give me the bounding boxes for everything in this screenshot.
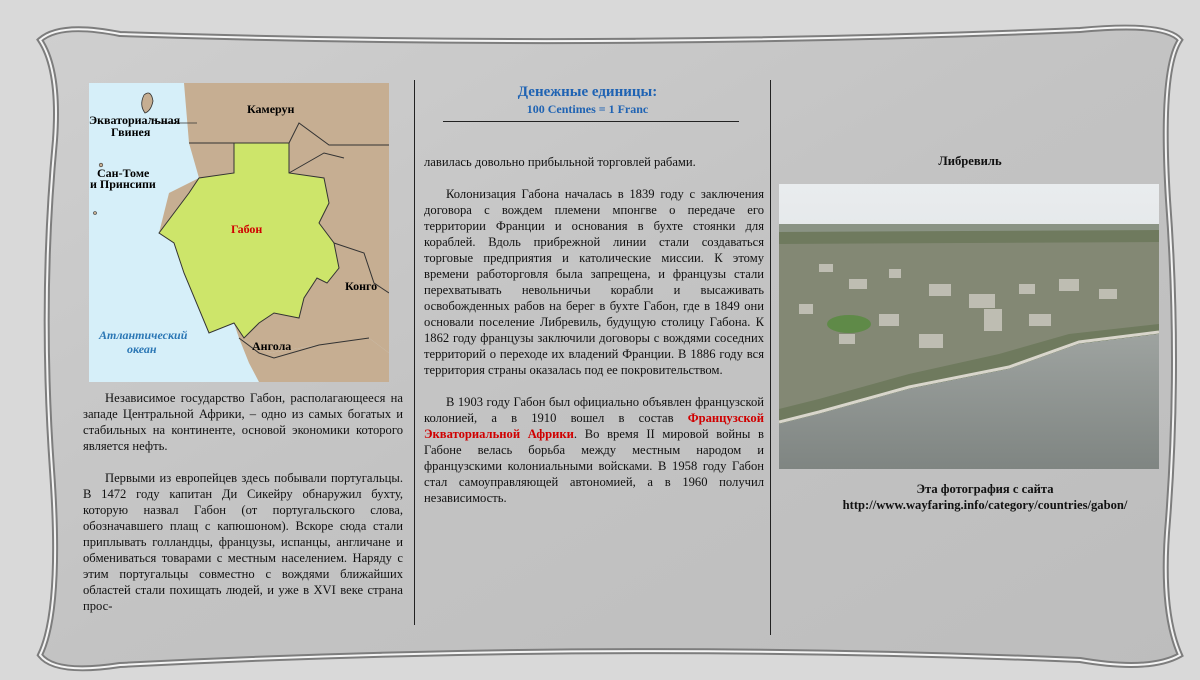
- map-label-congo: Конго: [345, 279, 378, 293]
- photo-source-link[interactable]: http://www.wayfaring.info/category/countries/gabon/: [842, 498, 1128, 512]
- paragraph-continuation: лавилась довольно прибыльной торговлей рабами.: [424, 155, 696, 169]
- paragraph-intro: Независимое государство Габон, располагающееся на западе Центральной Африки, – одно из самых богатых и стабильных на континенте, основой экономики которого является нефть.: [83, 391, 403, 453]
- currency-subtitle: 100 Centimes = 1 Franc: [526, 102, 649, 116]
- column-divider-left: [414, 80, 415, 625]
- photo-caption-line-1: Эта фотография с сайта: [916, 482, 1054, 496]
- currency-rule: [443, 121, 739, 122]
- map-label-ocean-1: Атлантический: [99, 328, 188, 342]
- left-column-text: [83, 390, 403, 614]
- paragraph-independence: В 1903 году Габон был официально объявлен французской колонией, а в 1910 вошел в состав Французской Экваториальной Африки. Во время II мировой войны в Габоне велась борьба между местным народом и французскими колониальными войсками. В 1958 году Габон стал самоуправляющей автономией, а в 1960 получил независимость.: [424, 395, 764, 505]
- currency-title: Денежные единицы:: [517, 84, 658, 100]
- paragraph-portuguese: Первыми из европейцев здесь побывали португальцы. В 1472 году капитан Ди Сикейру обнаружил бухту, которую назвал Габон (от португальского слова, обозначавшего плащ с капюшоном). Вскоре сюда стали приплывать голландцы, французы, испанцы, англичане и обмениваться товарами с местным населением. Наряду с этим португальцы совместно с вождями ближайших областей стали похищать людей, и уже в XVI веке страна прос-: [83, 471, 403, 613]
- photo-caption: [780, 481, 1190, 513]
- paragraph-colonization: Колонизация Габона началась в 1839 году с заключения договора с вождем племени мпонгве о передаче его территории Франции и основания в бухте стоянки для кораблей. Вдоль прибрежной линии стали создаваться торговые предприятия и католические миссии. К этому времени работорговля была запрещена, и французы стали перехватывать невольничьи корабли и высаживать освобожденных рабов на берег в бухте Габон, где в 1849 они основали поселение Либревиль, будущую столицу Габона. К 1862 году французы заключили договоры с вождями соседних территорий о переходе их владений Франции. В 1886 году вся территория страны оказалась под ее покровительством.: [424, 187, 764, 377]
- map-label-eq-guinea-2: Гвинея: [111, 125, 151, 139]
- gabon-map: [89, 83, 389, 382]
- libreville-photo: [779, 184, 1159, 469]
- map-label-stp-1: Сан-Томе: [97, 166, 150, 180]
- photo-title: Либревиль: [938, 154, 1002, 168]
- map-label-stp-2: и Принсипи: [90, 177, 156, 191]
- map-label-cameroon: Камерун: [247, 102, 295, 116]
- middle-column-text: [424, 154, 764, 506]
- map-label-angola: Ангола: [252, 339, 292, 353]
- map-label-eq-guinea-1: Экваториальная: [89, 113, 181, 127]
- column-divider-right: [770, 80, 771, 635]
- french-equatorial-africa-link[interactable]: Французской Экваториальной Африки: [424, 411, 764, 441]
- map-label-gabon: Габон: [231, 222, 263, 236]
- map-label-ocean-2: океан: [127, 342, 157, 356]
